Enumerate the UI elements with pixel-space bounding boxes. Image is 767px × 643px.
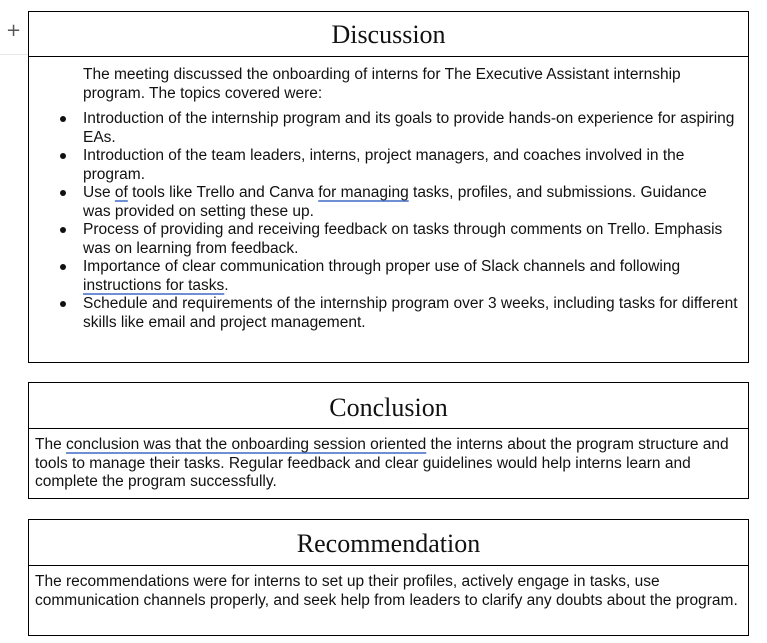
discussion-bullet-list [29,110,738,332]
discussion-body[interactable] [29,57,749,363]
discussion-intro: The meeting discussed the onboarding of interns for The Executive Assistant internship program. The topics covered were: [83,66,681,102]
discussion-heading: Discussion [29,12,749,57]
conclusion-table [28,382,749,499]
grammar-suggestion[interactable]: conclusion was that the onboarding session oriented [66,436,427,453]
grammar-suggestion[interactable]: for managing [318,184,409,201]
bullet-text: Use [83,184,115,201]
discussion-table [28,11,749,363]
bullet-item: Schedule and requirements of the internship program over 3 weeks, including tasks for different skills like email and project management. [29,295,738,332]
recommendation-table [28,519,749,636]
conclusion-body[interactable] [29,429,749,499]
conclusion-text: the interns about the program structure and tools to manage their tasks. Regular feedback and clear guidelines would help interns learn and complete the program successfully. [35,436,729,490]
bullet-item: Process of providing and receiving feedback on tasks through comments on Trello. Emphasis was on learning from feedback. [29,221,738,258]
bullet-item [29,258,738,295]
conclusion-heading: Conclusion [29,383,749,429]
grammar-suggestion[interactable]: of [114,184,128,201]
bullet-text: tools like Trello and Canva [127,184,319,201]
bullet-text: tasks, profiles, and submissions. Guidance was provided on setting these up. [83,184,707,220]
bullet-text: Importance of clear communication through proper use of Slack channels and following [83,258,681,275]
bullet-text: . [224,276,229,294]
plus-icon[interactable]: + [6,20,22,41]
bullet-item: Introduction of the team leaders, interns, project managers, and coaches involved in the program. [29,147,738,184]
conclusion-text: The [35,436,67,453]
recommendation-body[interactable]: The recommendations were for interns to set up their profiles, actively engage in tasks, use communication channels properly, and seek help from leaders to clarify any doubts about the program. [29,566,749,636]
bullet-item: Introduction of the internship program and its goals to provide hands-on experience for aspiring EAs. [29,110,738,147]
grammar-suggestion[interactable]: instructions for tasks [83,276,225,294]
recommendation-heading: Recommendation [29,520,749,566]
bullet-item [29,184,738,221]
gutter-divider [0,54,28,55]
